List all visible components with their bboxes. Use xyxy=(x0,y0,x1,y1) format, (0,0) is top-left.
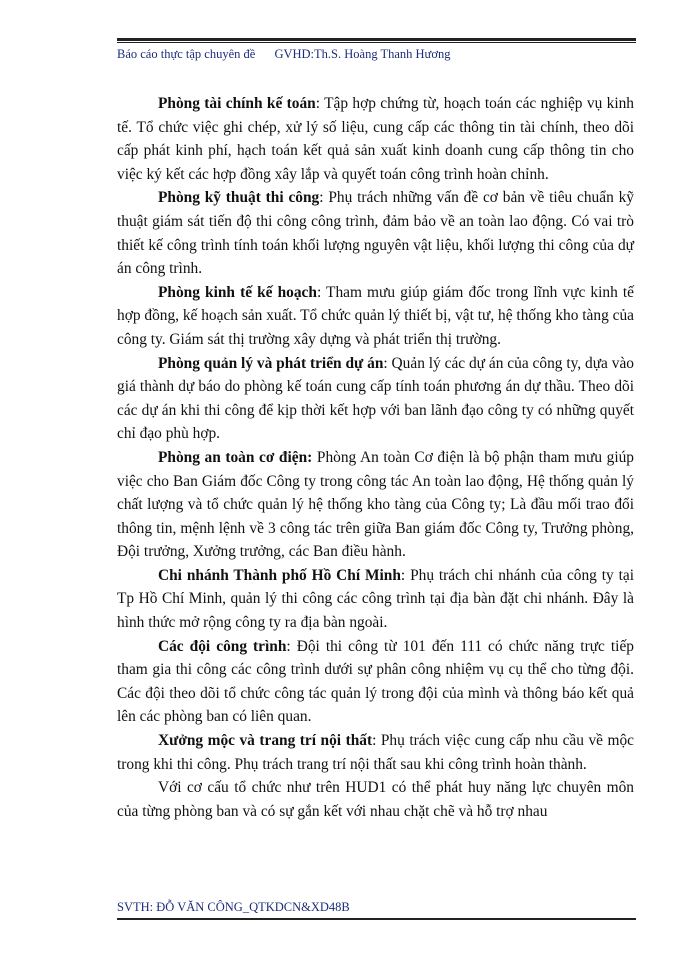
paragraph-finance xyxy=(117,92,634,186)
paragraph-term: Các đội công trình xyxy=(158,637,287,655)
header-text xyxy=(117,47,636,62)
paragraph-conclusion xyxy=(117,776,634,823)
paragraph-text: Phòng An toàn Cơ điện là bộ phận tham mưu giúp việc cho Ban Giám đốc Công ty trong công tác An toàn lao động, Hệ thống quản lý chất lượng và tổ chức quản lý hệ thống kho tàng của Công ty; Là đầu mối trao đổi thông tin, mệnh lệnh về 3 công tác trên giữa Ban giám đốc Công ty, Trưởng phòng, Đội trưởng, Xưởng trưởng, các Ban điều hành. xyxy=(117,448,634,561)
paragraph-construction-teams xyxy=(117,635,634,729)
paragraph-text: : Phụ trách chi nhánh của công ty tại Tp Hồ Chí Minh, quản lý thi công các công trình tại địa bàn đặt chi nhánh. Đây là hình thức mở rộng công ty ra địa bàn ngoài. xyxy=(117,566,635,632)
report-title: Báo cáo thực tập chuyên đề xyxy=(117,47,256,61)
paragraph-term: Phòng tài chính kế toán xyxy=(158,95,316,112)
paragraph-term: Chi nhánh Thành phố Hồ Chí Minh xyxy=(158,566,401,584)
student-name: SVTH: ĐỖ VĂN CÔNG_QTKDCN&XD48B xyxy=(117,900,350,914)
paragraph-term: Phòng kinh tế kế hoạch xyxy=(158,283,317,301)
paragraph-technical xyxy=(117,186,634,280)
paragraph-term: Xưởng mộc và trang trí nội thất xyxy=(158,732,373,750)
header-rule xyxy=(117,38,636,43)
paragraph-term: Phòng kỹ thuật thi công xyxy=(158,189,320,207)
page-header xyxy=(117,38,636,62)
advisor-name: GVHD:Th.S. Hoàng Thanh Hương xyxy=(274,47,451,61)
page-footer xyxy=(117,900,636,920)
footer-rule xyxy=(117,918,636,920)
paragraph-hcm-branch xyxy=(117,564,634,635)
paragraph-project-management xyxy=(117,352,634,446)
paragraph-text: : Đội thi công từ 101 đến 111 có chức năng trực tiếp tham gia thi công các công trình dưới sự phân công nhiệm vụ cụ thể cho từng đội. Các đội theo dõi tổ chức công tác quản lý trong đội của mình và thông báo kết quả lên các phòng ban có liên quan. xyxy=(117,637,634,726)
paragraph-text: : Tập hợp chứng từ, hoạch toán các nghiệp vụ kinh tế. Tổ chức việc ghi chép, xử lý số liệu, cung cấp các thông tin tài chính, theo dõi cấp phát kinh phí, hạch toán kết quả sản xuất kinh doanh cung cấp thông tin cho việc ký kết các hợp đồng xây lắp và quyết toán công trình hoàn chỉnh. xyxy=(117,95,634,183)
paragraph-text: : Phụ trách việc cung cấp nhu cầu về mộc trong khi thi công. Phụ trách trang trí nội thất sau khi công trình hoàn thành. xyxy=(117,732,634,773)
paragraph-text: : Tham mưu giúp giám đốc trong lĩnh vực kinh tế hợp đồng, kế hoạch sản xuất. Tổ chức quản lý thiết bị, vật tư, hệ thống kho tàng của công ty. Giám sát thị trường xây dựng và phát triển thị trường. xyxy=(117,283,634,348)
paragraph-safety xyxy=(117,446,634,564)
paragraph-text: : Quản lý các dự án của công ty, dựa vào giá thành dự báo do phòng kế toán cung cấp tính toán phương án dự thầu. Theo dõi các dự án khi thi công để kịp thời kết hợp với ban lãnh đạo công ty có những quyết chỉ đạo phù hợp. xyxy=(117,354,634,443)
paragraph-text: Với cơ cấu tổ chức như trên HUD1 có thể phát huy năng lực chuyên môn của từng phòng ban và có sự gắn kết với nhau chặt chẽ và hỗ trợ nhau xyxy=(117,779,634,820)
paragraph-text: : Phụ trách những vấn đề cơ bản về tiêu chuẩn kỹ thuật giám sát tiến độ thi công công trình, đảm bảo về an toàn lao động. Có vai trò thiết kế công trình tính toán khối lượng nguyên vật liệu, khối lượng thi công của dự án công trình. xyxy=(117,189,634,278)
paragraph-term: Phòng quản lý và phát triển dự án xyxy=(158,354,384,372)
paragraph-term: Phòng an toàn cơ điện: xyxy=(158,448,313,466)
document-body xyxy=(117,92,634,823)
paragraph-planning xyxy=(117,281,634,352)
paragraph-carpentry xyxy=(117,729,634,776)
